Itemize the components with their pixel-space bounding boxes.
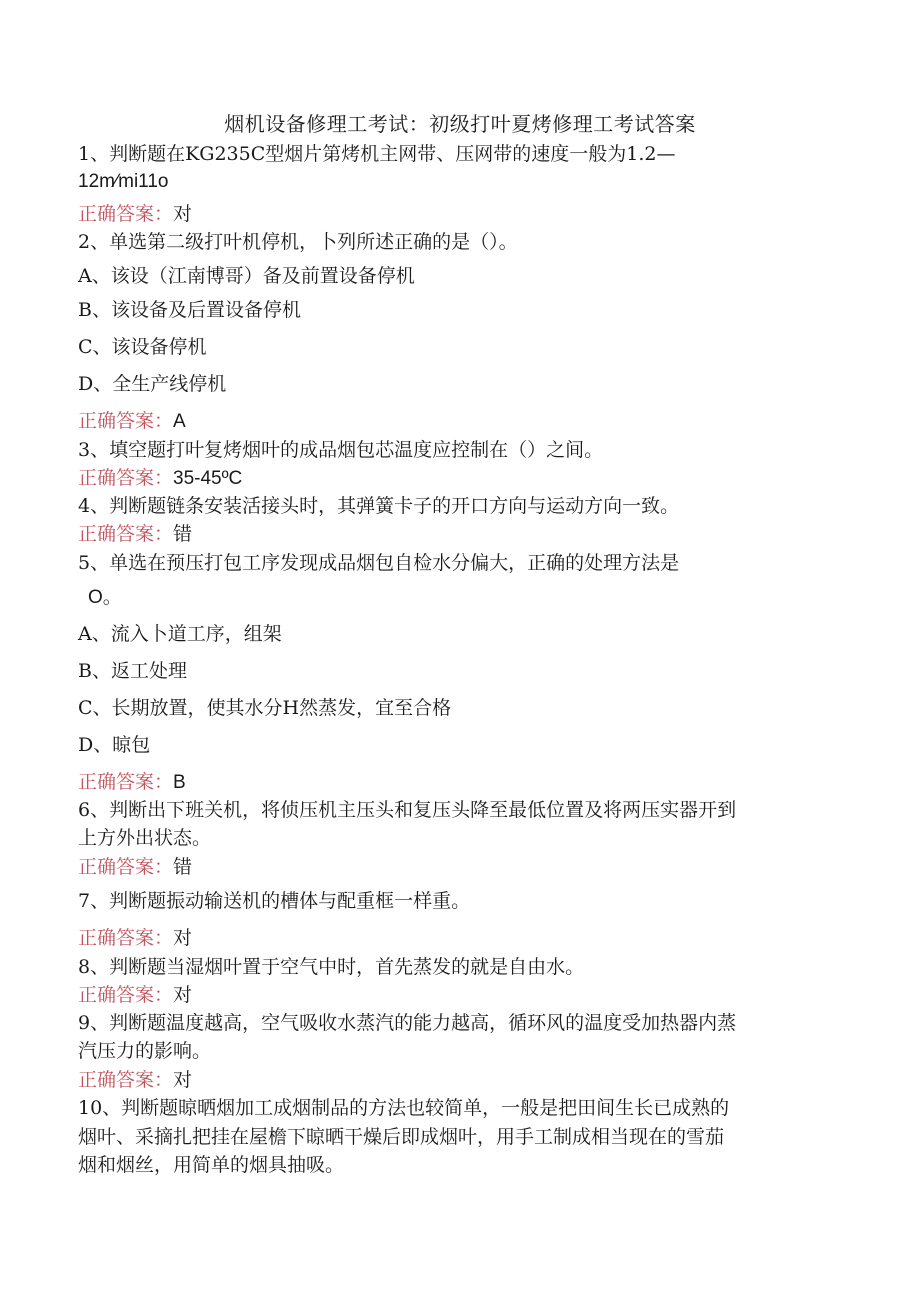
document-title: 烟机设备修理工考试：初级打叶夏烤修理工考试答案 xyxy=(224,112,696,136)
question-9-line-2: 汽压力的影响。 xyxy=(78,1040,212,1062)
question-4-line-1: 4、判断题链条安装活接头时，其弹簧卡子的开口方向与运动方向一致。 xyxy=(78,495,680,517)
question-4-answer xyxy=(78,522,192,546)
question-9-line-1: 9、判断题温度越高，空气吸收水蒸汽的能力越高，循环风的温度受加热器内蒸 xyxy=(78,1012,737,1034)
question-8-line-1: 8、判断题当湿烟叶置于空气中时，首先蒸发的就是自由水。 xyxy=(78,956,585,978)
answer-value: 对 xyxy=(173,927,193,949)
question-9-answer xyxy=(78,1068,192,1092)
question-5-option-a: A、流入卜道工序，组架 xyxy=(78,623,282,645)
answer-label: 正确答案： xyxy=(78,984,174,1006)
answer-value: 35-45ºC xyxy=(173,468,243,489)
answer-label: 正确答案： xyxy=(78,856,174,878)
answer-value: A xyxy=(173,411,186,432)
question-6-line-2: 上方外出状态。 xyxy=(78,827,212,849)
answer-label: 正确答案： xyxy=(78,1069,174,1091)
question-2-option-d: D、全生产线停机 xyxy=(78,373,227,395)
question-10-line-3: 烟和烟丝，用简单的烟具抽吸。 xyxy=(78,1154,345,1176)
answer-label: 正确答案： xyxy=(78,410,174,432)
question-10-line-1: 10、判断题晾晒烟加工成烟制品的方法也较简单，一般是把田间生长已成熟的 xyxy=(78,1097,730,1119)
question-3-answer xyxy=(78,466,242,491)
question-8-answer xyxy=(78,983,192,1007)
question-5-line-1: 5、单选在预压打包工序发现成品烟包自检水分偏大，正确的处理方法是 xyxy=(78,552,680,574)
answer-value: B xyxy=(173,772,186,793)
answer-value: 对 xyxy=(173,203,193,225)
answer-label: 正确答案： xyxy=(78,203,174,225)
question-5-option-d: D、晾包 xyxy=(78,734,151,756)
question-2-option-c: C、该设备停机 xyxy=(78,336,207,358)
question-6-line-1: 6、判断出下班关机，将侦压机主压头和复压头降至最低位置及将两压实器开到 xyxy=(78,799,737,821)
question-7-line-1: 7、判断题振动输送机的槽体与配重框一样重。 xyxy=(78,890,471,912)
question-2-answer xyxy=(78,409,186,434)
question-1-line-2: 12m⁄mi11o xyxy=(78,171,169,192)
question-2-option-a: A、该设（江南博哥）备及前置设备停机 xyxy=(78,265,415,287)
question-5-answer xyxy=(78,770,186,795)
question-5-option-b: B、返工处理 xyxy=(78,660,187,682)
question-5-option-c: C、长期放置，使其水分H然蒸发，宜至合格 xyxy=(78,697,452,719)
answer-value: 对 xyxy=(173,984,193,1006)
question-1-answer xyxy=(78,202,192,226)
question-10-line-2: 烟叶、采摘扎把挂在屋檐下晾晒干燥后即成烟叶，用手工制成相当现在的雪茄 xyxy=(78,1126,725,1148)
answer-value: 错 xyxy=(173,856,193,878)
question-1-line-1: 1、判断题在KG235C型烟片第烤机主网带、压网带的速度一般为1.2— xyxy=(78,143,676,165)
answer-label: 正确答案： xyxy=(78,523,174,545)
question-5-line-2: O。 xyxy=(88,587,122,608)
question-2-option-b: B、该设备及后置设备停机 xyxy=(78,299,301,321)
question-6-answer xyxy=(78,855,192,879)
answer-label: 正确答案： xyxy=(78,771,174,793)
answer-label: 正确答案： xyxy=(78,927,174,949)
question-7-answer xyxy=(78,926,192,950)
question-3-line-1: 3、填空题打叶复烤烟叶的成品烟包芯温度应控制在（）之间。 xyxy=(78,439,604,461)
answer-value: 错 xyxy=(173,523,193,545)
answer-label: 正确答案： xyxy=(78,467,174,489)
question-2-line-1: 2、单选第二级打叶机停机，卜列所述正确的是（）。 xyxy=(78,231,518,253)
answer-value: 对 xyxy=(173,1069,193,1091)
